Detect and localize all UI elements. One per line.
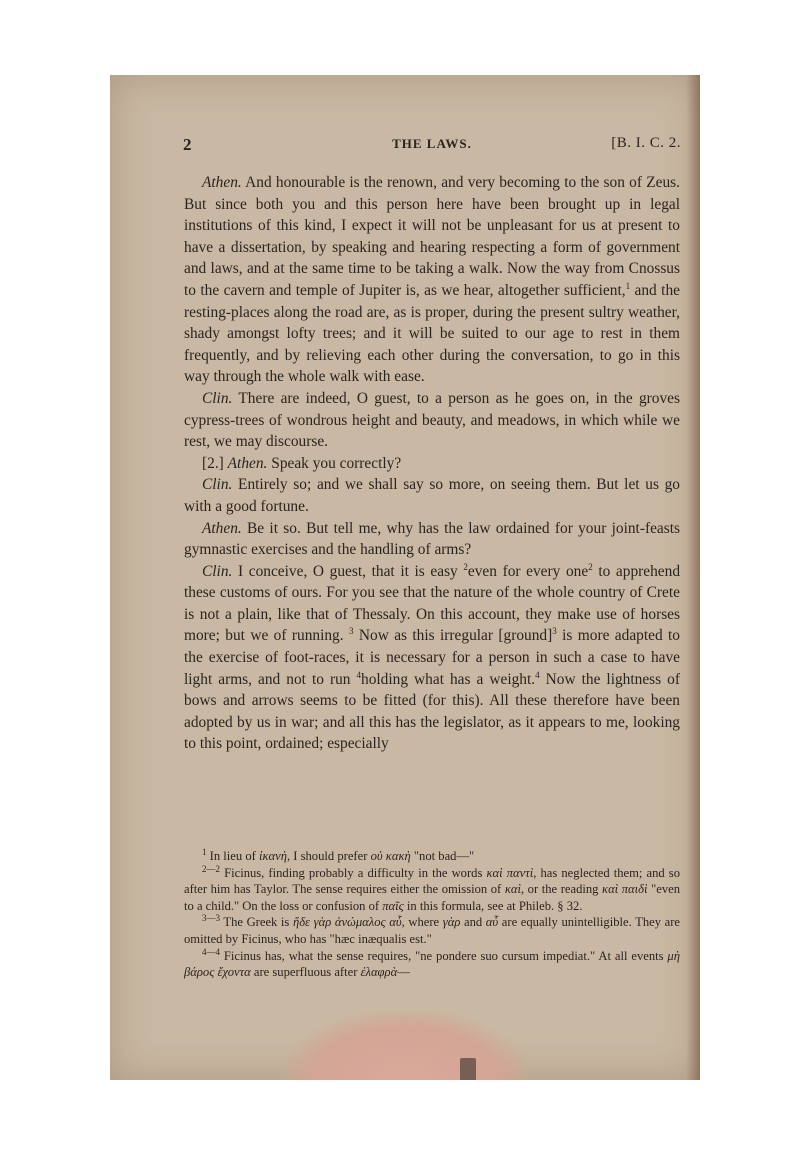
greek-text: ἐλαφρὰ: [360, 965, 398, 980]
greek-text: ἥδε γὰρ ἀνώμαλος αὖ: [292, 915, 402, 930]
speaker-label: Clin.: [202, 562, 233, 580]
greek-text: ἱκανὴ: [258, 849, 287, 863]
paragraph-text: There are indeed, O guest, to a person as he goes on, in the groves cypress-trees of wondrous height and beauty, and meadows, in which while we rest, we may discourse.: [184, 389, 680, 451]
footnote-text: in this formula, see at Phileb. § 32.: [403, 898, 583, 913]
footnote: [184, 914, 680, 947]
paragraph: [184, 474, 680, 517]
paragraph-text: I conceive, O guest, that it is easy: [232, 562, 464, 580]
paragraph-text: Now the lightness of bows and arrows seems to be fitted (for this). All these therefore have been adopted by us in war; and all this has the legislator, as it appears to me, looking to this point, ordained; especially: [184, 670, 680, 753]
speaker-label: Athen.: [202, 174, 242, 191]
paragraph-text: is more adapted to the exercise of foot-races, it is necessary for a person in such a case to have light arms, and not to run: [184, 627, 681, 688]
footnote-text: and: [460, 915, 486, 930]
thumb-shadow-dark: [460, 1058, 476, 1080]
footnote-number: 3—3: [202, 913, 220, 924]
running-header: [183, 135, 681, 159]
paragraph: [184, 388, 680, 453]
footnote-text: In lieu of: [206, 849, 259, 863]
footnote-text: are superfluous after: [250, 965, 361, 980]
greek-text: καὶ: [504, 882, 521, 897]
footnote-mark: 1: [625, 280, 631, 291]
speaker-label: Athen.: [227, 454, 268, 472]
page-number: 2: [183, 135, 192, 154]
footnote-text: "not bad—": [410, 849, 475, 863]
footnote-mark: 3: [349, 626, 354, 637]
greek-text: γὰρ: [442, 915, 461, 930]
paragraph-text: even for every one: [467, 562, 589, 580]
paragraph-text: Be it so. But tell me, why has the law ordained for your joint-feasts gymnastic exercises and the handling of arms?: [184, 519, 680, 559]
footnotes: [184, 848, 680, 981]
footnote: [184, 948, 680, 981]
footnote: [184, 848, 680, 865]
footnote-text: , I should prefer: [286, 849, 371, 863]
footnote-text: , or the reading: [520, 882, 603, 897]
section-number: [2.]: [202, 454, 224, 472]
paragraph-text: to apprehend these customs of ours. For you see that the nature of the whole country of Crete is not a plain, like that of Thessaly. On this account, they make use of horses more; but we of running.: [184, 562, 681, 645]
speaker-label: Clin.: [202, 476, 233, 494]
paragraph-text: Entirely so; and we shall say so more, on seeing them. But let us go with a good fortune.: [184, 476, 680, 515]
footnote-text: The Greek is: [220, 915, 293, 930]
footnote-number: 4—4: [202, 946, 220, 957]
main-text: [184, 172, 680, 755]
greek-text: μὴ βάρος ἔχοντα: [184, 948, 680, 980]
paragraph-text: Now as this irregular [ground]: [353, 627, 553, 645]
footnote-text: Ficinus, finding probably a difficulty in the words: [220, 865, 487, 880]
footnote-mark: 4: [535, 669, 540, 680]
footnote-text: —: [397, 965, 410, 980]
footnote-mark: 3: [552, 626, 557, 637]
footnote: [184, 865, 680, 915]
paragraph-text: and the resting-places along the road are, as is proper, during the present sultry weather, shady amongst lofty trees; and it will be suited to our age to rest in them frequently, and by relieving each other during the conversation, to go in this way through the whole walk with ease.: [184, 281, 680, 386]
speaker-label: Clin.: [202, 389, 233, 407]
footnote-text: are equally unintelligible. They are omitted by Ficinus, who has "hæc inæqualis est.": [184, 915, 680, 946]
greek-text: οὐ κακὴ: [370, 849, 411, 863]
footnote-mark: 4: [356, 669, 361, 680]
section-reference: [B. I. C. 2.: [611, 135, 681, 151]
paragraph: [184, 172, 680, 388]
footnote-number: 2—2: [202, 863, 220, 874]
paragraph: [184, 453, 680, 475]
greek-text: αὖ: [485, 915, 499, 930]
footnote-text: "even to a child." On the loss or confusion of: [184, 882, 681, 913]
speaker-label: Athen.: [202, 519, 242, 537]
greek-text: καὶ παντὶ: [486, 865, 534, 880]
thumb-shadow: [285, 1012, 525, 1080]
paragraph: [184, 518, 680, 561]
footnote-text: Ficinus has, what the sense requires, "ne pondere suo cursum impediat." At all events: [220, 948, 668, 963]
paragraph-text: And honourable is the renown, and very becoming to the son of Zeus. But since both you and this person here have been brought up in legal institutions of this kind, I expect it will not be unpleasant for us at present to have a dissertation, by speaking and hearing respecting a form of government and laws, and at the same time to be taking a walk. Now the way from Cnossus to the cavern and temple of Jupiter is, as we hear, altogether sufficient,: [184, 174, 680, 299]
paragraph: [184, 561, 680, 755]
running-title: THE LAWS.: [392, 136, 472, 151]
footnote-mark: 2: [463, 561, 468, 572]
paragraph-text: holding what has a weight.: [361, 670, 536, 688]
page-spine-shadow: [686, 75, 700, 1080]
greek-text: παῖς: [382, 898, 404, 913]
greek-text: καὶ παιδὶ: [602, 882, 648, 897]
footnote-mark: 2: [588, 561, 593, 572]
footnote-text: , has neglected them; and so after him has Taylor. The sense requires either the omission of: [184, 865, 680, 897]
paragraph-text: Speak you correctly?: [267, 454, 402, 472]
footnote-text: , where: [401, 915, 443, 930]
footnote-number: 1: [202, 846, 207, 857]
